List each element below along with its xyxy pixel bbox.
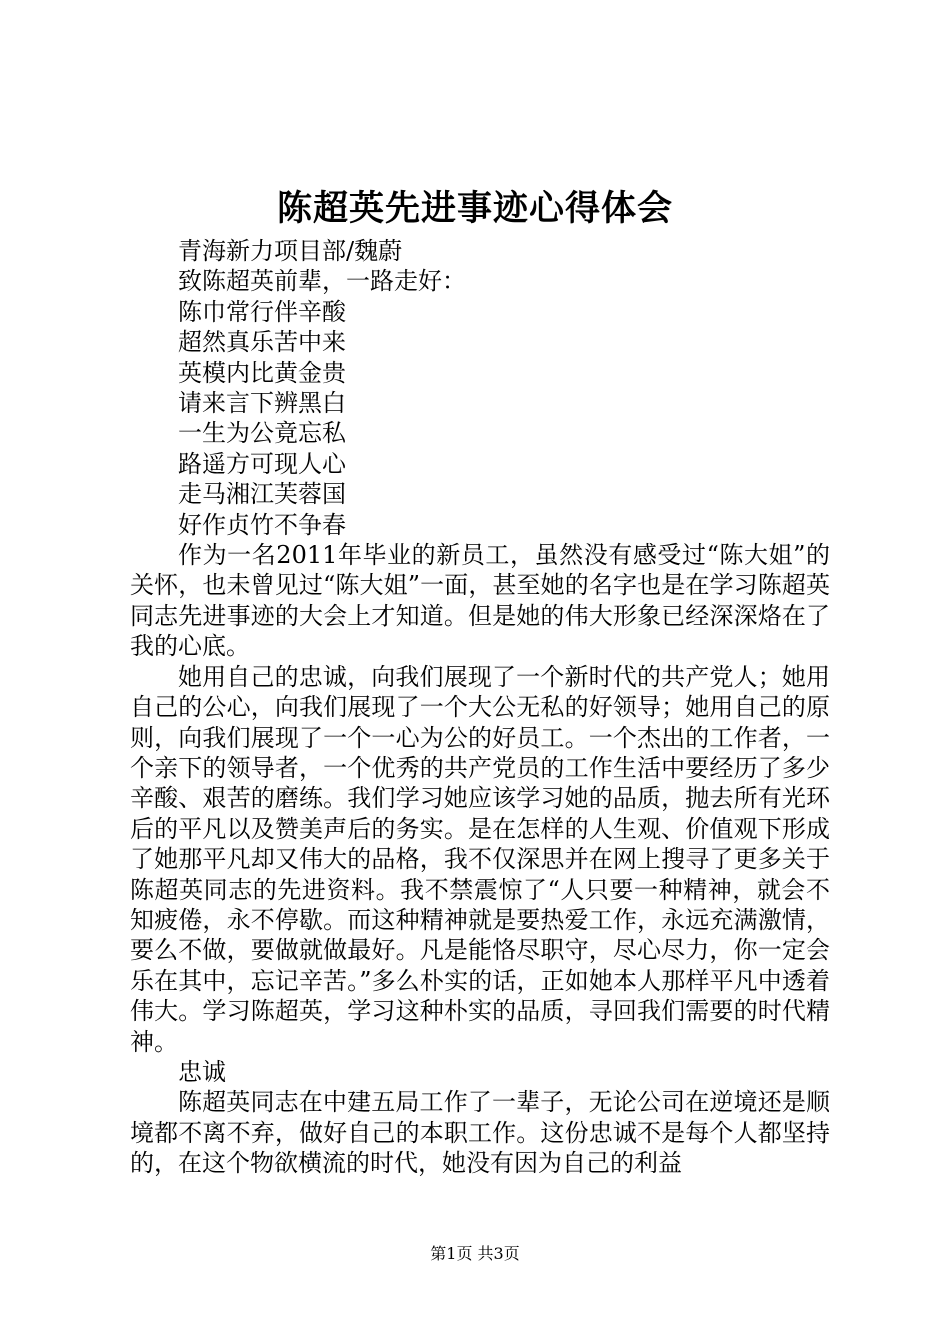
page-footer: 第1页 共3页	[430, 1244, 520, 1263]
poem-line: 一生为公竟忘私	[178, 419, 346, 448]
body-paragraph: 作为一名2011年毕业的新员工，虽然没有感受过“陈大姐”的关怀，也未曾见过“陈大姐”一面，甚至她的名字也是在学习陈超英同志先进事迹的大会上才知道。但是她的伟大形象已经深深烙在了我的心底。	[130, 541, 830, 661]
dedication-line: 致陈超英前辈，一路走好：	[178, 267, 466, 296]
poem-line: 走马湘江芙蓉国	[178, 480, 346, 509]
poem-line: 陈巾常行伴辛酸	[178, 297, 346, 326]
document-body	[130, 236, 830, 1179]
body-paragraph: 她用自己的忠诚，向我们展现了一个新时代的共产党人；她用自己的公心，向我们展现了一个大公无私的好领导；她用自己的原则，向我们展现了一个一心为公的好员工。一个杰出的工作者，一个亲下的领导者，一个优秀的共产党员的工作生活中要经历了多少辛酸、艰苦的磨练。我们学习她应该学习她的品质，抛去所有光环后的平凡以及赞美声后的务实。是在怎样的人生观、价值观下形成了她那平凡却又伟大的品格，我不仅深思并在网上搜寻了更多关于陈超英同志的先进资料。我不禁震惊了“人只要一种精神，就会不知疲倦，永不停歇。而这种精神就是要热爱工作，永远充满激情，要么不做，要做就做最好。凡是能恪尽职守，尽心尽力，你一定会乐在其中，忘记辛苦。”多么朴实的话，正如她本人那样平凡中透着伟大。学习陈超英，学习这种朴实的品质，寻回我们需要的时代精神。	[130, 662, 830, 1056]
poem-line: 好作贞竹不争春	[178, 510, 346, 539]
document-title: 陈超英先进事迹心得体会	[276, 188, 673, 229]
author-line: 青海新力项目部/魏蔚	[178, 237, 403, 265]
section-heading: 忠诚	[178, 1057, 226, 1086]
poem-line: 路遥方可现人心	[178, 449, 346, 478]
poem-line: 英模内比黄金贵	[178, 358, 346, 387]
poem-line: 请来言下辨黑白	[178, 389, 346, 418]
body-paragraph: 陈超英同志在中建五局工作了一辈子，无论公司在逆境还是顺境都不离不弃，做好自己的本职工作。这份忠诚不是每个人都坚持的，在这个物欲横流的时代，她没有因为自己的利益	[130, 1088, 830, 1178]
poem-line: 超然真乐苦中来	[178, 328, 346, 357]
